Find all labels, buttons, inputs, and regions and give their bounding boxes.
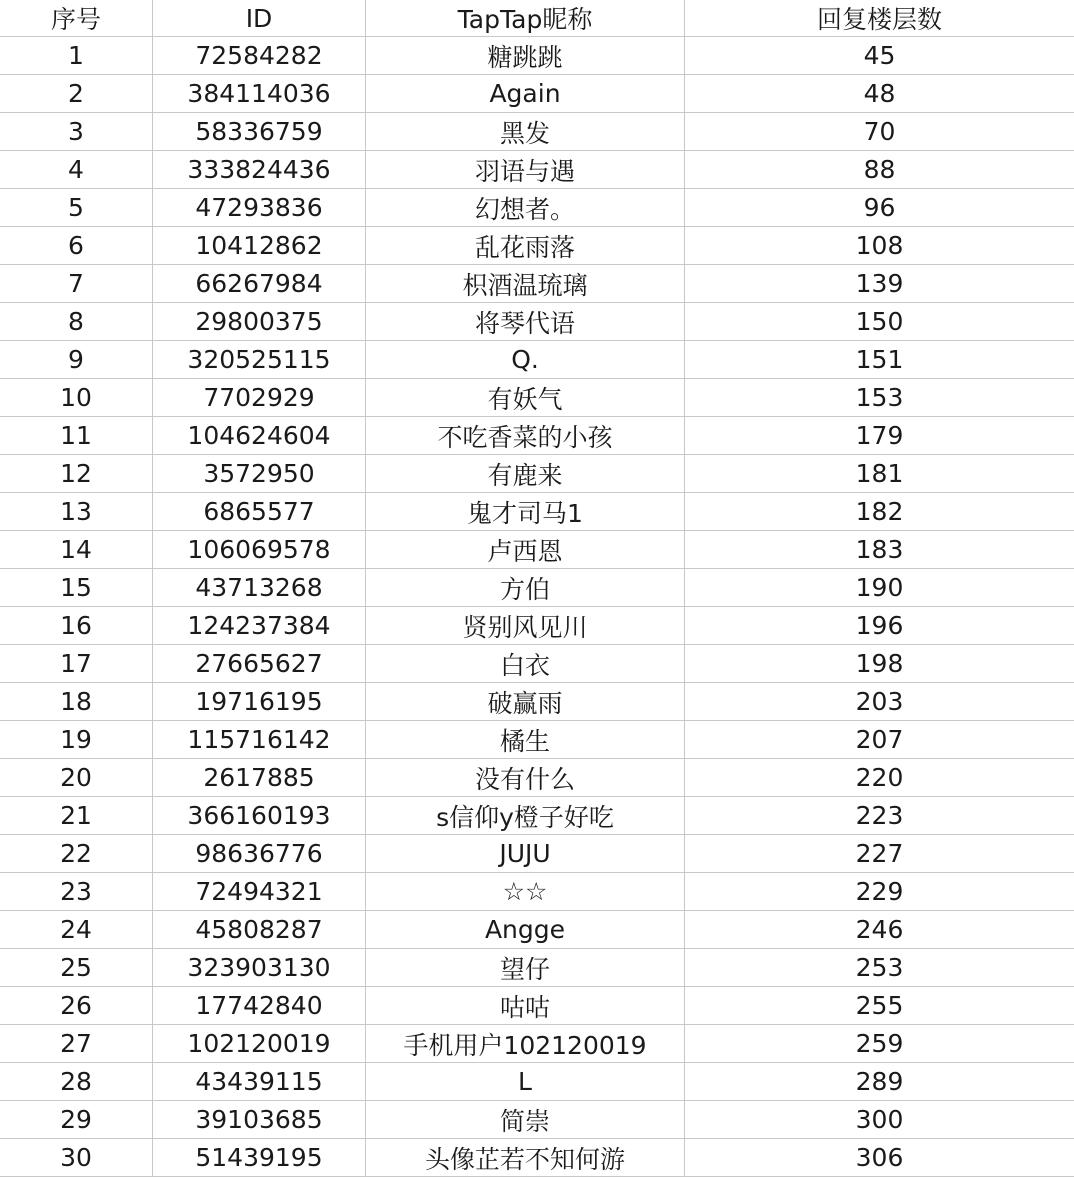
table-row [0, 607, 1074, 645]
cell-reply-floor: 220 [855, 763, 904, 792]
cell-reply-floor: 70 [863, 117, 896, 146]
table-row [0, 1025, 1074, 1063]
table-row [0, 797, 1074, 835]
cell-id: 320525115 [153, 341, 366, 378]
cell-nickname: 贤别风见川 [366, 607, 685, 644]
cell-nickname: 咕咕 [366, 987, 685, 1024]
cell-id: 58336759 [153, 113, 366, 150]
cell-id: 10412862 [153, 227, 366, 264]
cell-index: 12 [0, 455, 153, 492]
table-row [0, 911, 1074, 949]
table-row [0, 949, 1074, 987]
cell-id: 43713268 [153, 569, 366, 606]
cell-reply-floor: 306 [855, 1143, 904, 1172]
table-row [0, 417, 1074, 455]
cell-nickname: Q. [366, 341, 685, 378]
cell-reply-floor: 207 [855, 725, 904, 754]
cell-index: 29 [0, 1101, 153, 1138]
cell-index: 21 [0, 797, 153, 834]
cell-reply-floor: 246 [855, 915, 904, 944]
cell-nickname: s信仰y橙子好吃 [366, 797, 685, 834]
cell-nickname: 糖跳跳 [366, 37, 685, 74]
cell-index: 20 [0, 759, 153, 796]
cell-index: 3 [0, 113, 153, 150]
cell-id: 7702929 [153, 379, 366, 416]
cell-id: 45808287 [153, 911, 366, 948]
table-row [0, 227, 1074, 265]
header-cell-reply-floor: 回复楼层数 [816, 5, 942, 34]
cell-nickname: 不吃香菜的小孩 [366, 417, 685, 454]
cell-nickname: 橘生 [366, 721, 685, 758]
cell-reply-floor: 229 [855, 877, 904, 906]
cell-reply-floor: 151 [855, 345, 904, 374]
cell-id: 115716142 [153, 721, 366, 758]
cell-reply-floor: 88 [863, 155, 896, 184]
cell-reply-floor: 223 [855, 801, 904, 830]
cell-index: 4 [0, 151, 153, 188]
header-cell-index: 序号 [0, 0, 153, 36]
cell-id: 106069578 [153, 531, 366, 568]
table-row [0, 1101, 1074, 1139]
cell-reply-floor: 45 [863, 41, 896, 70]
table-header-row [0, 0, 1074, 37]
cell-index: 2 [0, 75, 153, 112]
table-row [0, 721, 1074, 759]
cell-reply-floor: 108 [855, 231, 904, 260]
cell-reply-floor: 48 [863, 79, 896, 108]
cell-id: 2617885 [153, 759, 366, 796]
cell-id: 19716195 [153, 683, 366, 720]
cell-id: 104624604 [153, 417, 366, 454]
cell-nickname: 鬼才司马1 [366, 493, 685, 530]
cell-id: 102120019 [153, 1025, 366, 1062]
cell-nickname: L [366, 1063, 685, 1100]
cell-index: 19 [0, 721, 153, 758]
cell-nickname: 手机用户102120019 [366, 1025, 685, 1062]
cell-id: 27665627 [153, 645, 366, 682]
cell-reply-floor: 153 [855, 383, 904, 412]
cell-id: 47293836 [153, 189, 366, 226]
table-row [0, 37, 1074, 75]
cell-id: 124237384 [153, 607, 366, 644]
table-row [0, 113, 1074, 151]
cell-index: 7 [0, 265, 153, 302]
cell-reply-floor: 196 [855, 611, 904, 640]
cell-index: 9 [0, 341, 153, 378]
table-row [0, 759, 1074, 797]
cell-nickname: ☆☆ [366, 873, 685, 910]
cell-nickname: 简崇 [366, 1101, 685, 1138]
table-row [0, 341, 1074, 379]
cell-reply-floor: 183 [855, 535, 904, 564]
cell-index: 11 [0, 417, 153, 454]
table-row [0, 683, 1074, 721]
cell-id: 323903130 [153, 949, 366, 986]
cell-index: 23 [0, 873, 153, 910]
table-row [0, 835, 1074, 873]
table-row [0, 987, 1074, 1025]
cell-nickname: JUJU [366, 835, 685, 872]
cell-nickname: 望仔 [366, 949, 685, 986]
table-row [0, 493, 1074, 531]
cell-index: 15 [0, 569, 153, 606]
cell-nickname: 枳酒温琉璃 [366, 265, 685, 302]
cell-index: 6 [0, 227, 153, 264]
table-row [0, 265, 1074, 303]
cell-nickname: 有妖气 [366, 379, 685, 416]
cell-index: 8 [0, 303, 153, 340]
cell-id: 72494321 [153, 873, 366, 910]
table-row [0, 531, 1074, 569]
cell-index: 28 [0, 1063, 153, 1100]
cell-index: 26 [0, 987, 153, 1024]
cell-reply-floor: 255 [855, 991, 904, 1020]
cell-nickname: 卢西恩 [366, 531, 685, 568]
cell-index: 5 [0, 189, 153, 226]
table-row [0, 645, 1074, 683]
cell-nickname: Angge [366, 911, 685, 948]
cell-index: 17 [0, 645, 153, 682]
cell-nickname: 羽语与遇 [366, 151, 685, 188]
cell-nickname: 幻想者。 [366, 189, 685, 226]
cell-id: 43439115 [153, 1063, 366, 1100]
cell-id: 39103685 [153, 1101, 366, 1138]
table-row [0, 455, 1074, 493]
table-row [0, 873, 1074, 911]
cell-id: 3572950 [153, 455, 366, 492]
cell-id: 98636776 [153, 835, 366, 872]
cell-reply-floor: 198 [855, 649, 904, 678]
cell-id: 333824436 [153, 151, 366, 188]
cell-reply-floor: 300 [855, 1105, 904, 1134]
cell-nickname: 黑发 [366, 113, 685, 150]
cell-index: 27 [0, 1025, 153, 1062]
cell-nickname: 破赢雨 [366, 683, 685, 720]
cell-reply-floor: 253 [855, 953, 904, 982]
cell-nickname: 白衣 [366, 645, 685, 682]
cell-index: 24 [0, 911, 153, 948]
cell-nickname: 方伯 [366, 569, 685, 606]
cell-index: 25 [0, 949, 153, 986]
table-row [0, 75, 1074, 113]
table-row [0, 569, 1074, 607]
cell-index: 18 [0, 683, 153, 720]
cell-id: 384114036 [153, 75, 366, 112]
cell-index: 30 [0, 1139, 153, 1176]
cell-reply-floor: 182 [855, 497, 904, 526]
cell-nickname: 将琴代语 [366, 303, 685, 340]
cell-nickname: 有鹿来 [366, 455, 685, 492]
table-row [0, 303, 1074, 341]
header-cell-id: ID [153, 0, 366, 36]
cell-id: 6865577 [153, 493, 366, 530]
table-row [0, 1139, 1074, 1177]
cell-index: 1 [0, 37, 153, 74]
cell-id: 72584282 [153, 37, 366, 74]
cell-index: 16 [0, 607, 153, 644]
cell-index: 13 [0, 493, 153, 530]
cell-reply-floor: 203 [855, 687, 904, 716]
header-cell-nickname: TapTap昵称 [366, 0, 685, 36]
cell-nickname: 乱花雨落 [366, 227, 685, 264]
cell-reply-floor: 139 [855, 269, 904, 298]
table-row [0, 189, 1074, 227]
cell-reply-floor: 190 [855, 573, 904, 602]
cell-reply-floor: 179 [855, 421, 904, 450]
cell-nickname: Again [366, 75, 685, 112]
table-row [0, 151, 1074, 189]
cell-index: 22 [0, 835, 153, 872]
cell-reply-floor: 181 [855, 459, 904, 488]
cell-index: 14 [0, 531, 153, 568]
cell-id: 29800375 [153, 303, 366, 340]
cell-reply-floor: 227 [855, 839, 904, 868]
cell-reply-floor: 289 [855, 1067, 904, 1096]
cell-id: 51439195 [153, 1139, 366, 1176]
cell-reply-floor: 259 [855, 1029, 904, 1058]
cell-reply-floor: 150 [855, 307, 904, 336]
cell-nickname: 头像芷若不知何游 [366, 1139, 685, 1176]
cell-reply-floor: 96 [863, 193, 896, 222]
cell-id: 366160193 [153, 797, 366, 834]
table-row [0, 379, 1074, 417]
cell-index: 10 [0, 379, 153, 416]
cell-id: 66267984 [153, 265, 366, 302]
table-row [0, 1063, 1074, 1101]
cell-nickname: 没有什么 [366, 759, 685, 796]
cell-id: 17742840 [153, 987, 366, 1024]
